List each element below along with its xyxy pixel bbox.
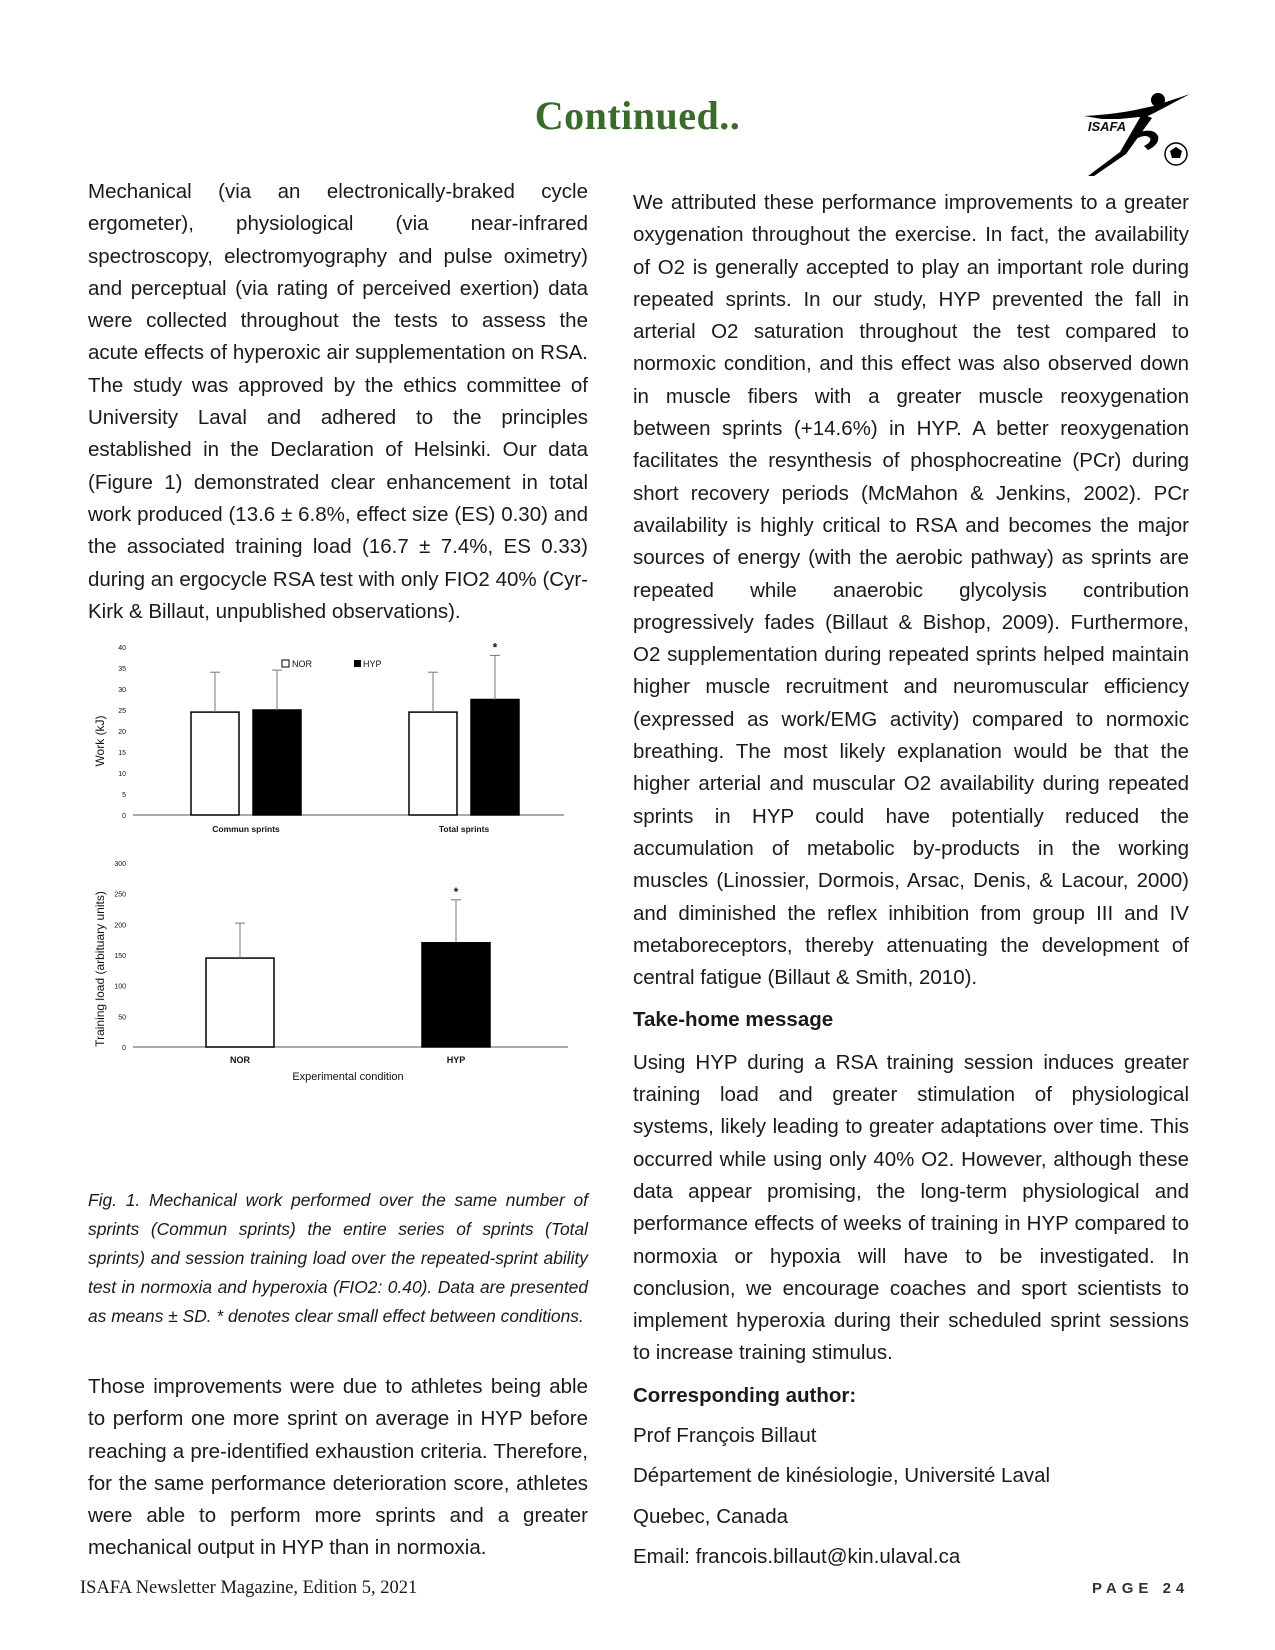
- right-column: [633, 187, 1189, 1573]
- chart1-xtick: Commun sprints: [212, 824, 280, 834]
- logo-wordmark: ISAFA: [1087, 119, 1127, 134]
- figure-caption: Fig. 1. Mechanical work performed over the same number of sprints (Commun sprints) the entire series of sprints (Total sprints) and session training load over the repeated-sprint ability test in normoxia and hyperoxia (FIO2: 0.40). Data are presented as means ± SD. * denotes clear small effect between conditions.: [88, 1190, 588, 1326]
- chart1-ylabel: Work (kJ): [93, 715, 107, 767]
- chart2-bar-hyp: [422, 943, 490, 1047]
- chart2-ytick: 50: [118, 1014, 126, 1022]
- footer-publication: ISAFA Newsletter Magazine, Edition 5, 2021: [80, 1578, 418, 1598]
- chart1-xtick: Total sprints: [438, 824, 490, 834]
- left-column: [88, 176, 588, 628]
- chart1-bar-nor: [191, 712, 239, 815]
- chart2-xtick: NOR: [230, 1055, 250, 1065]
- chart1-ytick: 25: [118, 708, 126, 715]
- chart2-xlabel: Experimental condition: [292, 1071, 404, 1083]
- author-location: Quebec, Canada: [633, 1504, 789, 1528]
- chart2-ytick: 100: [114, 983, 126, 991]
- chart1-ytick: 30: [118, 687, 126, 694]
- author-email: Email: francois.billaut@kin.ulaval.ca: [633, 1544, 961, 1568]
- chart2-ytick: 300: [114, 861, 126, 868]
- chart1-significance-marker: *: [492, 640, 498, 655]
- intro-paragraph: Mechanical (via an electronically-braked cycle ergometer), physiological (via near-infrared spectroscopy, electromyography and pulse oximetry) and perceptual (via rating of perceived exertion) data were collected throughout the tests to assess the acute effects of hyperoxic air supplementation on RSA. The study was approved by the ethics committee of University Laval and adhered to the principles established in the Declaration of Helsinki. Our data (Figure 1) demonstrated clear enhancement in total work produced (13.6 ± 6.8%, effect size (ES) 0.30) and the associated training load (16.7 ± 7.4%, ES 0.33) during an ergocycle RSA test with only FIO2 40% (Cyr-Kirk & Billaut, unpublished observations).: [88, 180, 588, 623]
- author-heading: Corresponding author:: [633, 1383, 857, 1407]
- author-name: Prof François Billaut: [633, 1423, 817, 1447]
- figure-1: [86, 640, 598, 1145]
- chart1-ytick: 5: [122, 792, 126, 799]
- chart2-ytick: 200: [114, 922, 126, 930]
- chart1-ytick: 20: [118, 729, 126, 736]
- takehome-text: Using HYP during a RSA training session induces greater training load and greater stimulation of physiological systems, likely leading to greater adaptations over time. This occurred while using only 40% O2. However, although these data appear promising, the long-term physiological and performance effects of weeks of training in HYP compared to normoxia or hypoxia will have to be investigated. In conclusion, we encourage coaches and sport scientists to implement hyperoxia during their scheduled sprint sessions to increase training stimulus.: [633, 1050, 1189, 1365]
- legend-nor-label: NOR: [292, 659, 312, 669]
- page-title: Continued..: [534, 93, 741, 138]
- legend-nor-swatch: [282, 660, 289, 667]
- page-number: PAGE 24: [1092, 1580, 1190, 1597]
- chart1-ytick: 10: [118, 771, 126, 778]
- improvements-paragraph: Those improvements were due to athletes being able to perform one more sprint on average in HYP before reaching a pre-identified exhaustion criteria. Therefore, for the same performance deterioration score, athletes were able to perform more sprints and a greater mechanical output in HYP than in normoxia.: [88, 1375, 588, 1560]
- chart2-significance-marker: *: [453, 884, 459, 899]
- isafa-logo: [1080, 92, 1192, 184]
- chart2-ytick: 0: [122, 1045, 126, 1052]
- left-column-lower: [88, 1371, 588, 1565]
- takehome-heading: Take-home message: [633, 1008, 834, 1032]
- discussion-paragraph: We attributed these performance improvements to a greater oxygenation throughout the exercise. In fact, the availability of O2 is generally accepted to play an important role during repeated sprints. In our study, HYP prevented the fall in arterial O2 saturation throughout the test compared to normoxic condition, and this effect was also observed down in muscle fibers with a greater muscle reoxygenation between sprints (+14.6%) in HYP. A better reoxygenation facilitates the resynthesis of phosphocreatine (PCr) during short recovery periods (McMahon & Jenkins, 2002). PCr availability is highly critical to RSA and becomes the major sources of energy (with the aerobic pathway) as sprints are repeated while anaerobic glycolysis contribution progressively fades (Billaut & Bishop, 2009). Furthermore, O2 supplementation during repeated sprints helped maintain higher muscle recruitment and neuromuscular efficiency (expressed as work/EMG activity) compared to normoxic breathing. The most likely explanation would be that the higher arterial and muscular O2 availability during repeated sprints in HYP could have potentially reduced the accumulation of metabolic by-products in the working muscles (Linossier, Dormois, Arsac, Denis, & Lacour, 2000) and diminished the reflex inhibition from group III and IV metaboreceptors, thereby attenuating the development of central fatigue (Billaut & Smith, 2010).: [633, 191, 1189, 990]
- legend-hyp-label: HYP: [363, 659, 382, 669]
- chart2-ytick: 250: [114, 891, 126, 899]
- chart1-bar-nor: [409, 712, 457, 815]
- chart1-bar-hyp: [253, 710, 301, 815]
- legend-hyp-swatch: [354, 660, 361, 667]
- chart1-ytick: 15: [118, 750, 126, 757]
- chart2-xtick: HYP: [446, 1055, 466, 1065]
- chart2-ylabel: Training load (arbituary units): [93, 891, 107, 1047]
- chart2-ytick: 150: [114, 953, 126, 960]
- chart2-bar-nor: [206, 958, 274, 1047]
- chart1-ytick: 40: [118, 645, 126, 652]
- chart1-ytick: 35: [118, 666, 126, 673]
- chart1-ytick: 0: [122, 813, 126, 820]
- chart1-bar-hyp: [471, 700, 519, 816]
- author-department: Département de kinésiologie, Université Laval: [633, 1464, 1051, 1488]
